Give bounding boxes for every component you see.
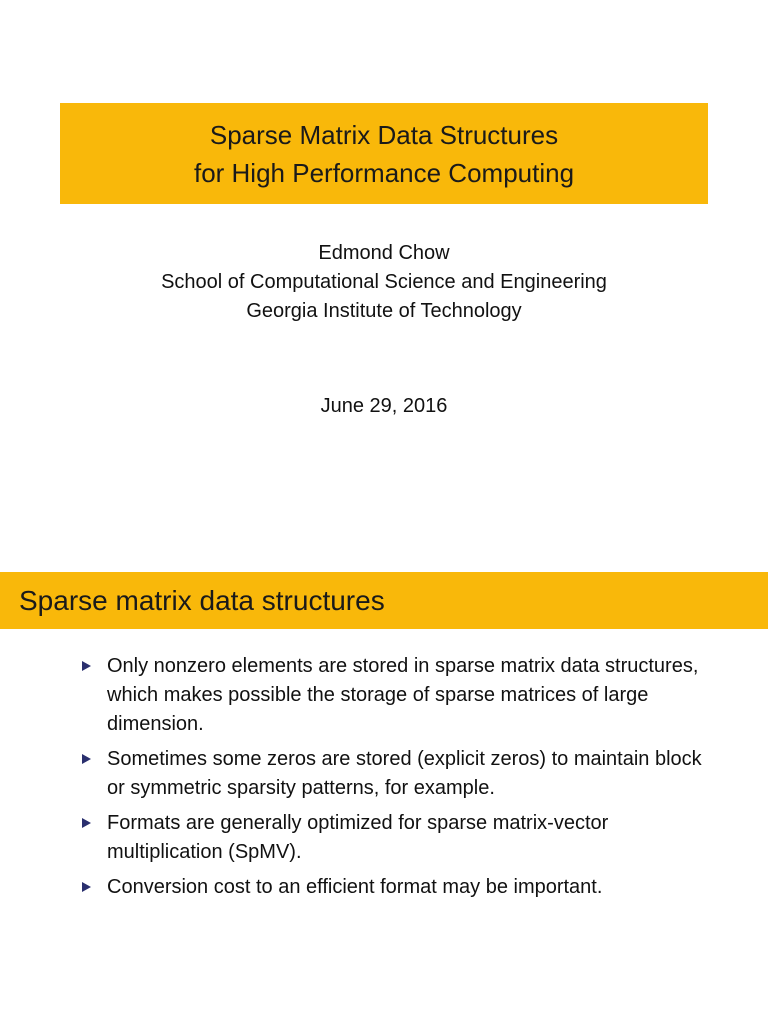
- bullet-text: Only nonzero elements are stored in sparse matrix data structures, which makes possible the storage of sparse matrices of large dimension.: [107, 655, 699, 735]
- bullet-list: [82, 652, 722, 908]
- frame-title: Sparse matrix data structures: [19, 584, 385, 616]
- bullet-text: Formats are generally optimized for sparse matrix-vector multiplication (SpMV).: [107, 812, 609, 863]
- bullet-item: [82, 652, 722, 739]
- presentation-title-line-2: for High Performance Computing: [193, 157, 575, 188]
- triangle-right-icon: [82, 882, 91, 892]
- bullet-item: [82, 745, 722, 803]
- bullet-text: Sometimes some zeros are stored (explicit zeros) to maintain block or symmetric sparsity patterns, for example.: [107, 748, 702, 799]
- presentation-title-line-1: Sparse Matrix Data Structures: [209, 119, 559, 150]
- triangle-right-icon: [82, 754, 91, 764]
- frame-title-bar: [0, 572, 768, 629]
- author-block: [0, 239, 768, 326]
- bullet-item: [82, 873, 722, 902]
- affiliation-line-1: School of Computational Science and Engineering: [161, 271, 607, 293]
- title-banner: [60, 103, 708, 204]
- bullet-item: [82, 809, 722, 867]
- affiliation-line-2: Georgia Institute of Technology: [246, 300, 522, 322]
- triangle-right-icon: [82, 818, 91, 828]
- presentation-date: June 29, 2016: [320, 395, 448, 417]
- triangle-right-icon: [82, 661, 91, 671]
- author-name: Edmond Chow: [318, 242, 450, 264]
- bullet-text: Conversion cost to an efficient format may be important.: [107, 876, 603, 898]
